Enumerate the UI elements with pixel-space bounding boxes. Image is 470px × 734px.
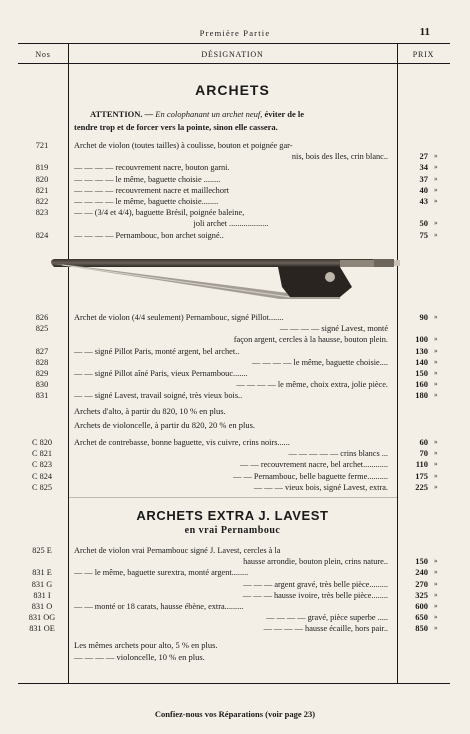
alto-note: Archets d'alto, à partir du 820, 10 % en plus. <box>74 406 226 416</box>
item-number: 831 G <box>31 579 53 589</box>
price-unit: » <box>434 590 438 599</box>
item-designation: — — signé Lavest, travail soigné, très vieux bois.. <box>74 391 243 401</box>
item-price: 650 <box>415 612 428 623</box>
price-unit: » <box>434 152 438 161</box>
item-designation: — — — — hausse écaille, hors pair.. <box>263 624 388 634</box>
price-unit: » <box>434 568 438 577</box>
item-designation: — — (3/4 et 4/4), baguette Brésil, poignée baleine, <box>74 208 245 218</box>
item-price: 60 <box>419 437 428 447</box>
lavest-cello-note: — — — — violoncelle, 10 % en plus. <box>74 652 205 662</box>
price-unit: » <box>434 174 438 183</box>
item-number: 828 <box>35 357 49 367</box>
attention-italic: En colophanant un archet neuf, <box>155 109 263 119</box>
item-price: 43 <box>419 196 428 206</box>
price-unit: » <box>434 471 438 480</box>
item-designation: — — — — recouvrement nacre, bouton garni. <box>74 163 230 173</box>
item-price: 27 <box>419 151 428 162</box>
item-number: 821 <box>35 185 49 195</box>
cello-note: Archets de violoncelle, à partir du 820, 20 % en plus. <box>74 420 256 430</box>
item-number: 825 <box>35 324 49 334</box>
item-designation: — — — — gravé, pièce superbe ..... <box>266 613 388 623</box>
item-price: 150 <box>415 368 428 378</box>
item-number: C 823 <box>31 460 53 470</box>
price-unit: » <box>434 369 438 377</box>
item-designation: façon argent, cercles à la hausse, bouton plein. <box>233 335 388 345</box>
item-number: 721 <box>35 141 49 150</box>
item-designation: — — signé Pillot aîné Paris, vieux Pernambouc....... <box>74 369 248 378</box>
table-bottom-rule <box>18 683 450 684</box>
item-price: 75 <box>419 229 428 240</box>
item-price: 160 <box>415 379 428 390</box>
column-divider-right <box>397 43 398 683</box>
price-unit: » <box>434 335 438 344</box>
item-price: 100 <box>415 334 428 345</box>
price-unit: » <box>434 624 438 633</box>
price-unit: » <box>434 602 438 610</box>
item-number: 831 <box>35 391 49 401</box>
running-header <box>0 28 470 40</box>
item-price: 50 <box>419 218 428 229</box>
price-unit: » <box>434 438 438 446</box>
price-unit: » <box>434 185 438 194</box>
item-price: 225 <box>415 481 428 492</box>
item-designation: hausse arrondie, bouton plein, crins nature.. <box>243 557 388 567</box>
section-subtitle-lavest: en vrai Pernambouc <box>184 525 281 536</box>
price-unit: » <box>434 163 438 172</box>
lavest-alto-note: Les mêmes archets pour alto, 5 % en plus. <box>74 640 218 650</box>
item-price: 37 <box>419 173 428 184</box>
price-unit: » <box>434 391 438 400</box>
item-number: 824 <box>35 230 49 240</box>
item-price: 34 <box>419 162 428 173</box>
price-unit: » <box>434 557 438 566</box>
column-header-number: Nos <box>35 50 51 59</box>
bow-illustration <box>40 247 410 305</box>
footer-note: Confiez-nous vos Réparations (voir page 23) <box>154 709 316 719</box>
item-price: 850 <box>415 623 428 634</box>
item-designation: — — recouvrement nacre, bel archet............ <box>240 460 388 470</box>
price-unit: » <box>434 579 438 588</box>
item-price: 150 <box>415 556 428 567</box>
column-header-price: PRIX <box>412 50 435 59</box>
item-designation: joli archet ................... <box>193 219 269 229</box>
item-price: 130 <box>415 345 428 356</box>
item-designation: — — — — signé Lavest, monté <box>279 324 388 334</box>
section-title-archets: ARCHETS <box>195 82 270 98</box>
item-number: C 820 <box>31 438 53 447</box>
item-designation: — — — hausse ivoire, très belle pièce........ <box>242 590 388 600</box>
item-number: C 821 <box>31 449 53 459</box>
item-number: 820 <box>35 174 49 184</box>
item-designation: — — Pernambouc, belle baguette ferme.......... <box>233 471 388 481</box>
price-unit: » <box>434 197 438 205</box>
price-unit: » <box>434 219 438 228</box>
item-number: 829 <box>35 369 49 378</box>
item-price: 325 <box>415 589 428 600</box>
item-designation: Archet de violon (toutes tailles) à coulisse, bouton et poignée gar- <box>74 141 293 150</box>
item-number: C 824 <box>31 471 53 481</box>
item-price: 240 <box>415 567 428 578</box>
item-number: 831 OG <box>28 613 56 623</box>
price-unit: » <box>434 482 438 491</box>
item-price: 90 <box>419 312 428 322</box>
item-designation: — — — — le même, baguette choisie........ <box>74 197 219 206</box>
item-number: 823 <box>35 208 49 218</box>
page-number: 11 <box>419 26 430 38</box>
price-unit: » <box>434 230 438 239</box>
item-designation: — — monté or 18 carats, hausse ébène, extra......... <box>74 602 244 611</box>
item-price: 40 <box>419 184 428 195</box>
item-designation: — — — — le même, baguette choisie ........ <box>74 174 221 184</box>
attention-line-1 <box>90 108 390 121</box>
item-designation: — — — argent gravé, très belle pièce......... <box>243 579 388 589</box>
price-unit: » <box>434 460 438 469</box>
item-number: C 825 <box>31 482 53 492</box>
item-number: 831 E <box>32 568 52 578</box>
price-unit: » <box>434 449 438 458</box>
section-title-lavest: ARCHETS EXTRA J. LAVEST <box>136 508 329 523</box>
running-title: Première Partie <box>199 28 271 38</box>
item-number: 830 <box>35 380 49 390</box>
item-number: 826 <box>35 313 49 322</box>
attention-label: ATTENTION. — <box>90 109 154 119</box>
item-designation: — — — — Pernambouc, bon archet soigné.. <box>74 230 224 240</box>
item-number: 822 <box>35 197 49 206</box>
table-top-rule <box>18 43 450 44</box>
price-unit: » <box>434 613 438 622</box>
price-unit: » <box>434 357 438 366</box>
price-unit: » <box>434 346 438 355</box>
item-number: 831 OE <box>29 624 55 634</box>
item-designation: — — — — le même, choix extra, jolie pièce. <box>236 380 388 390</box>
attention-bold: éviter de le <box>264 109 304 119</box>
header-bottom-rule <box>18 63 450 64</box>
item-designation: Archet de violon (4/4 seulement) Pernambouc, signé Pillot....... <box>74 313 284 322</box>
item-price: 140 <box>415 356 428 367</box>
item-price: 270 <box>415 578 428 589</box>
price-unit: » <box>434 313 438 321</box>
item-number: 831 I <box>33 590 51 600</box>
item-number: 819 <box>35 163 49 173</box>
item-designation: Archet de contrebasse, bonne baguette, vis cuivre, crins noirs...... <box>74 438 290 447</box>
item-designation: — — signé Pillot Paris, monté argent, bel archet.. <box>74 346 240 356</box>
item-designation: — — — — recouvrement nacre et maillechort <box>74 185 230 195</box>
item-number: 831 O <box>31 602 53 611</box>
item-designation: — — — — — crins blancs ... <box>288 449 388 459</box>
item-price: 110 <box>415 459 428 470</box>
item-number: 827 <box>35 346 49 356</box>
item-designation: — — — vieux bois, signé Lavest, extra. <box>253 482 388 492</box>
item-price: 600 <box>415 601 428 611</box>
item-price: 70 <box>419 448 428 459</box>
item-designation: Archet de violon vrai Pernambouc signé J. Lavest, cercles à la <box>74 546 281 555</box>
item-designation: — — — — le même, baguette choisie.... <box>252 357 388 367</box>
item-price: 175 <box>415 470 428 481</box>
item-price: 180 <box>415 390 428 401</box>
column-header-designation: DÉSIGNATION <box>201 50 264 59</box>
item-designation: nis, bois des Iles, crin blanc.. <box>291 152 388 162</box>
item-designation: — — le même, baguette surextra, monté argent........ <box>74 568 249 578</box>
section-separator <box>68 497 397 498</box>
price-unit: » <box>434 380 438 389</box>
column-divider-left <box>68 43 69 683</box>
attention-line-2: tendre trop et de forcer vers la pointe, sinon elle cassera. <box>74 122 278 132</box>
item-number: 825 E <box>32 546 52 555</box>
